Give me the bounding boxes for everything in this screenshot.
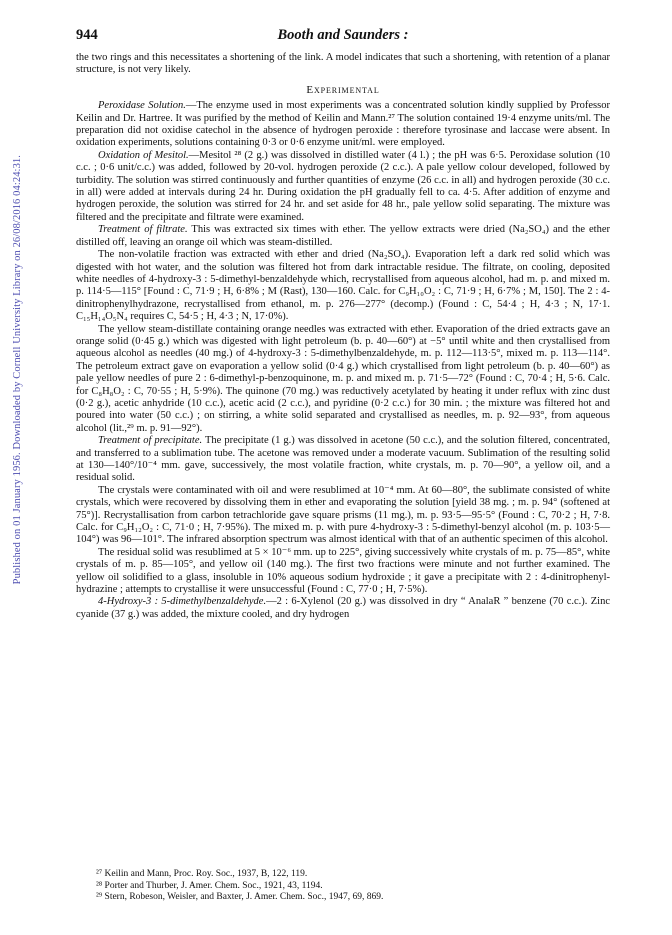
paragraph-text: —The enzyme used in most experiments was a concentrated solution kindly supplied by Professor Keilin and Dr. Hartree. It was purified by the method of Keilin and Mann.²⁷ The solution contained 19·4 enzyme units/ml. The preparation did not oxidise catechol in the absence of hydrogen peroxide : therefore tyrosinase and laccase were absent. In oxidation experiments, solutions containing 0·3 or 0·6 enzyme unit/ml. were employed. xyxy=(76,100,610,149)
paragraph-precipitate xyxy=(76,435,610,485)
paragraph-heading: Peroxidase Solution. xyxy=(98,100,186,112)
paragraph-text: —2 : 6-Xylenol (20 g.) was dissolved in dry “ AnalaR ” benzene (70 c.c.). Zinc cyanide (37 g.) was added, the mixture cooled, and dry hydrogen xyxy=(76,596,610,620)
opening-paragraph: the two rings and this necessitates a shortening of the link. A model indicates that such a shortening, with retention of a planar structure, is not very likely. xyxy=(76,52,610,76)
running-title: Booth and Saunders : xyxy=(277,27,409,43)
paragraph-text: This was extracted six times with ether. The yellow extracts were dried (Na₂SO₄) and the ether distilled off, leaving an orange oil which was steam-distilled. xyxy=(76,224,610,248)
page-number: 944 xyxy=(76,27,98,43)
footnote-29: ²⁹ Stern, Robeson, Weisler, and Baxter, J. Amer. Chem. Soc., 1947, 69, 869. xyxy=(96,892,384,902)
paragraph-text: —Mesitol ²⁸ (2 g.) was dissolved in distilled water (4 l.) ; the pH was 6·5. Peroxidase solution (10 c.c. ; 0·6 unit/c.c.) was added, followed by 20-vol. hydrogen peroxide (2 c.c.). A pale yellow colour developed, followed by turbidity. The solution was stirred continuously and further quantities of enzyme (26 c.c. in all) and hydrogen peroxide (30 c.c. in all) were added at intervals during 24 hr. During oxidation the pH gradually fell to ca. 4·5. After addition of enzyme and hydrogen peroxide, the solution was stirred for 24 hr. and set aside for 48 hr., pale yellow solid separating. The mixture was filtered and the precipitate and filtrate were examined. xyxy=(76,149,610,223)
paragraph-aldehyde xyxy=(76,596,610,621)
paragraph-text: The non-volatile fraction was extracted with ether and dried (Na₂SO₄). Evaporation left a dark red solid which was digested with hot water, and the solution was filtered hot from dark intractable residue. The filtrate, on cooling, deposited white needles of 4-hydroxy-3 : 5-dimethyl-benzaldehyde which, recrystallised from aqueous alcohol, had m. p. and mixed m. p. 114·5—115° [Found : C, 71·9 ; H, 6·8% ; M (Rast), 130—160. Calc. for C₉H₁₀O₂ : C, 71·9 ; H, 6·7% ; M, 150]. The 2 : 4-dinitrophenylhydrazone, recrystallised from ethanol, m. p. 276—277° (decomp.) (Found : C, 54·4 ; H, 4·3 ; N, 17·1. C₁₅H₁₄O₅N₄ requires C, 54·5 ; H, 4·3 ; N, 17·0%). xyxy=(76,249,610,323)
paragraph-heading: Treatment of precipitate. xyxy=(98,435,203,447)
paragraph-oxidation xyxy=(76,150,610,224)
paragraph-text: The crystals were contaminated with oil and were resublimed at 10⁻⁴ mm. At 60—80°, the sublimate consisted of white crystals, which were recovered by dissolving them in ether and evaporating the solution [yield 38 mg. ; m. p. 94° (softened at 75°)]. Recrystallisation from carbon tetrachloride gave square prisms (11 mg.), m. p. 93·5—95·5° (Found : C, 70·2 ; H, 7·8. Calc. for C₉H₁₂O₂ : C, 71·0 ; H, 7·95%). The mixed m. p. with pure 4-hydroxy-3 : 5-dimethyl-benzyl alcohol (m. p. 103·5—104°) was 96—101°. The infrared absorption spectrum was almost identical with that of an authentic specimen of this alcohol. xyxy=(76,484,610,546)
footnote-28: ²⁸ Porter and Thurber, J. Amer. Chem. Soc., 1921, 43, 1194. xyxy=(96,880,323,891)
paragraph-steam-distillate xyxy=(76,324,610,436)
section-heading: Experimental xyxy=(306,83,380,96)
paragraph-text: The yellow steam-distillate containing orange needles was extracted with ether. Evaporation of the dried extracts gave an orange solid (0·45 g.) which was digested with light petroleum (b. p. 40—60°) at −5° until white and then crystallised from aqueous alcohol as needles (40 mg.) of 4-hydroxy-3 : 5-dimethylbenzaldehyde, m. p. 112—113·5°, mixed m. p. 113—114°. The petroleum extract gave on evaporation a yellow solid (0·4 g.) which crystallised from light petroleum (b. p. 40—60°) as pale yellow needles of pure 2 : 6-dimethyl-p-benzoquinone, m. p. and mixed m. p. 71·5—72° (Found : C, 70·4 ; H, 5·6. Calc. for C₈H₈O₂ : C, 70·55 ; H, 5·9%). The quinone (70 mg.) was reductively acetylated by heating it under reflux with zinc dust (0·2 g.), acetic anhydride (10 c.c.), acetic acid (2 c.c.), and pyridine (0·2 c.c.) for 30 min. ; the mixture was filtered hot and poured into water (50 c.c.) ; on stirring, a white solid separated and crystallised as needles, m. p. 92—93°, from aqueous alcohol (lit.,²⁹ m. p. 91—92°). xyxy=(76,323,610,434)
page-header xyxy=(76,27,610,47)
paragraph-heading: Oxidation of Mesitol. xyxy=(98,149,189,161)
paragraph-text: The residual solid was resublimed at 5 × 10⁻⁶ mm. up to 225°, giving successively white crystals of m. p. 75—85°, white crystals of m. p. 85—105°, and yellow oil (140 mg.). The first two fractions were minute and not further examined. The yellow oil solidified to a glass, insoluble in 10% aqueous sodium hydroxide ; it gave a precipitate with 2 : 4-dinitrophenyl-hydrazine ; attempts to crystallise it were unsuccessful (Found : C, 77·0 ; H, 7·5%). xyxy=(76,546,610,596)
footnote-27: ²⁷ Keilin and Mann, Proc. Roy. Soc., 1937, B, 122, 119. xyxy=(96,869,308,879)
article-body xyxy=(76,52,610,621)
paragraph-crystals xyxy=(76,485,610,547)
paragraph-heading: 4-Hydroxy-3 : 5-dimethylbenzaldehyde. xyxy=(98,596,267,608)
paragraph-peroxidase xyxy=(76,100,610,150)
paragraph-heading: Treatment of filtrate. xyxy=(98,224,188,236)
download-stamp: Published on 01 January 1956. Downloaded by Cornell University Library on 26/08/2016 04:24:31. xyxy=(12,155,23,585)
paragraph-filtrate xyxy=(76,224,610,249)
paragraph-text: The precipitate (1 g.) was dissolved in acetone (50 c.c.), and the solution filtered, concentrated, and transferred to a sublimation tube. The acetone was removed under a moderate vacuum. Sublimation of the resulting solid at 130—140°/10⁻⁴ mm. gave, successively, the most volatile fraction, white crystals, m. p. 70—90°, a yellow oil, and a residual solid. xyxy=(76,435,610,484)
paragraph-nonvolatile xyxy=(76,249,610,323)
paragraph-residual-solid xyxy=(76,547,610,597)
footnotes xyxy=(96,869,610,904)
